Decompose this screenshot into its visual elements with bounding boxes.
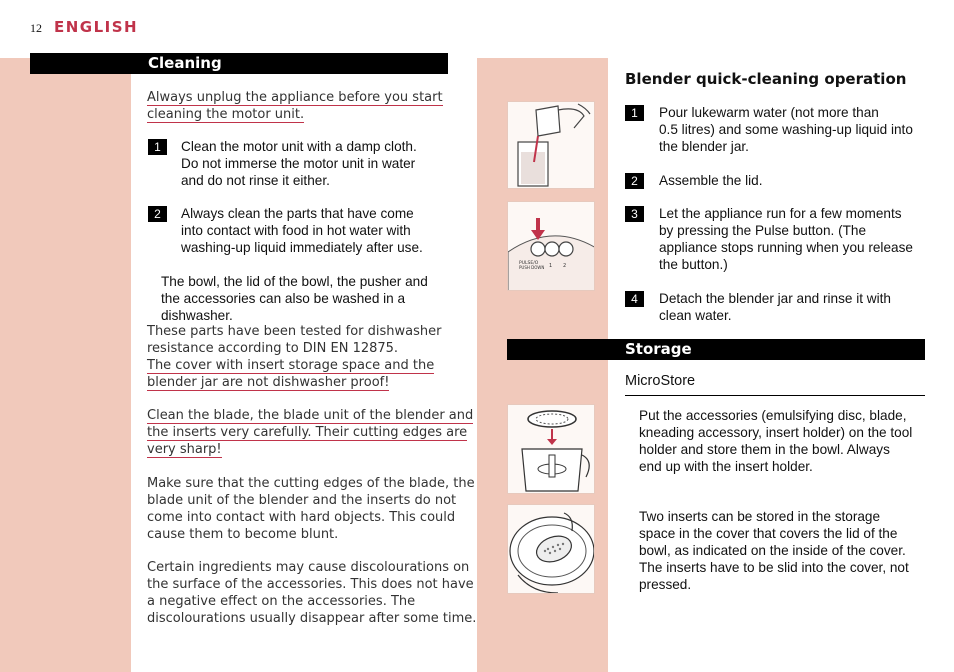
microstore-bowl-illustration [507,404,595,494]
cleaning-heading: Cleaning [30,53,448,74]
bowl-accessories-drawing [508,405,595,494]
blender-step-3 [625,205,644,222]
dishwasher-warning: The cover with insert storage space and the blender jar are not dishwasher proof! [147,358,435,390]
insert-cover-illustration [507,504,595,594]
blender-step-2 [625,172,644,189]
step-number: 1 [625,105,644,121]
pulse-panel-drawing [508,202,595,291]
blender-step-4 [625,290,644,307]
blunt-note: Make sure that the cutting edges of the blade, the blade unit of the blender and the inserts do not come into contact with hard objects. This could cause them to become blunt. [147,476,475,542]
push-down-label: PUSH DOWN [519,265,545,270]
pulse-label: PULSE/O [519,261,539,266]
dishwasher-note: The bowl, the lid of the bowl, the pusher and the accessories can also be washed in a dishwasher. [161,274,428,323]
subtitle-divider [625,395,925,396]
storage-paragraph-2: Two inserts can be stored in the storage space in the cover that covers the lid of the bowl, as indicated on the inside of the cover. The inserts have to be slid into the cover, not pressed. [639,509,909,592]
language-title: ENGLISH [54,18,139,36]
speed-2-label: 2 [563,263,567,269]
cleaning-step-2 [148,205,167,222]
blender-step-2-text: Assemble the lid. [659,173,763,188]
discolour-note: Certain ingredients may cause discolourations on the surface of the accessories. This does not have a negative effect on the accessories. The discolourations usually disappear after some time. [147,560,477,626]
jar-pour-drawing [508,102,595,189]
cleaning-step-1 [148,138,167,155]
cleaning-step-2-text: Always clean the parts that have come into contact with food in hot water with washing-up liquid immediately after use. [181,206,423,255]
storage-paragraph-1: Put the accessories (emulsifying disc, blade, kneading accessory, insert holder) on the tool holder and store them in the bowl. Always end up with the insert holder. [639,408,913,474]
left-margin-band [0,58,131,672]
blender-step-3-text: Let the appliance run for a few moments by pressing the Pulse button. (The appliance stops running when you release the button.) [659,206,913,272]
page-number: 12 [30,21,42,35]
step-number: 3 [625,206,644,222]
blender-step-1 [625,104,644,121]
step-number: 4 [625,291,644,307]
page-header [30,18,138,36]
cover-insert-drawing [508,505,595,594]
blender-section-title: Blender quick-cleaning operation [625,70,907,88]
cleaning-step-1-text: Clean the motor unit with a damp cloth. Do not immerse the motor unit in water and do not rinse it either. [181,139,417,188]
microstore-subtitle: MicroStore [625,373,696,389]
sharp-warning: Clean the blade, the blade unit of the blender and the inserts very carefully. Their cutting edges are very sharp! [147,408,474,457]
unplug-warning: Always unplug the appliance before you start cleaning the motor unit. [147,90,443,122]
speed-1-label: 1 [549,263,553,269]
storage-heading: Storage [507,339,925,360]
blender-step-1-text: Pour lukewarm water (not more than 0.5 litres) and some washing-up liquid into the blender jar. [659,105,913,154]
pulse-button-illustration [507,201,595,291]
pour-water-illustration [507,101,595,189]
step-number: 1 [148,139,167,155]
blender-step-4-text: Detach the blender jar and rinse it with clean water. [659,291,891,323]
step-number: 2 [625,173,644,189]
tested-note: These parts have been tested for dishwasher resistance according to DIN EN 12875. [147,324,442,356]
step-number: 2 [148,206,167,222]
